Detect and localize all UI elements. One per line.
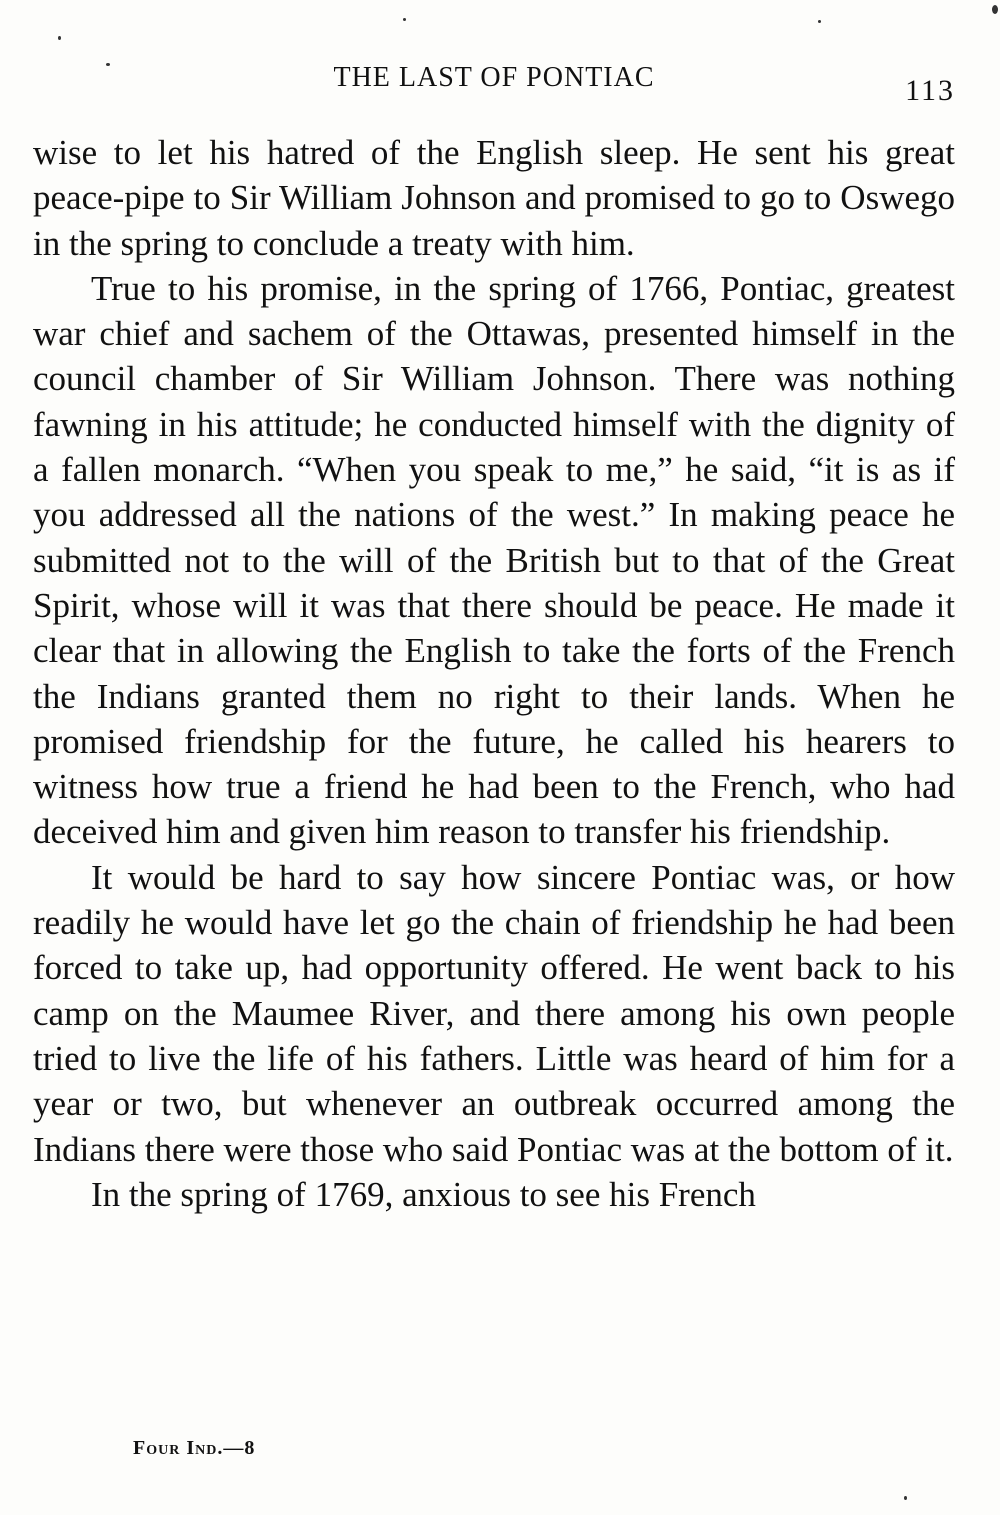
page-number: 113 xyxy=(905,74,955,107)
paragraph: wise to let his hatred of the English sleep. He sent his great peace-pipe to Sir William Johnson and promised to go to Oswego in the spring to conclude a treaty with him. xyxy=(33,133,955,263)
printer-signature-mark: Four Ind.—8 xyxy=(133,1437,256,1459)
print-speck xyxy=(904,1496,907,1500)
paragraph: In the spring of 1769, anxious to see his French xyxy=(91,1174,756,1214)
print-speck xyxy=(992,5,998,14)
running-title: THE LAST OF PONTIAC xyxy=(333,62,655,93)
page-header xyxy=(33,58,955,108)
print-speck xyxy=(818,20,821,23)
print-speck xyxy=(58,36,61,40)
paragraph: True to his promise, in the spring of 1766, Pontiac, greatest war chief and sachem of the Ottawas, presented himself in the council chamber of Sir William Johnson. There was nothing fawning in his attitude; he conducted himself with the dignity of a fallen monarch. “When you speak to me,” he said, “it is as if you addressed all the nations of the west.” In making peace he submitted not to the will of the British but to that of the Great Spirit, whose will it was that there should be peace. He made it clear that in allowing the English to take the forts of the French the Indians granted them no right to their lands. When he promised friendship for the future, he called his hearers to witness how true a friend he had been to the French, who had deceived him and given him reason to transfer his friendship. xyxy=(33,268,955,852)
paragraph: It would be hard to say how sincere Pontiac was, or how readily he would have let go the chain of friendship he had been forced to take up, had opportunity offered. He went back to his camp on the Maumee River, and there among his own people tried to live the life of his fathers. Little was heard of him for a year or two, but whenever an outbreak occurred among the Indians there were those who said Pontiac was at the bottom of it. xyxy=(33,857,955,1169)
print-speck xyxy=(403,18,406,21)
body-text xyxy=(33,130,955,1217)
